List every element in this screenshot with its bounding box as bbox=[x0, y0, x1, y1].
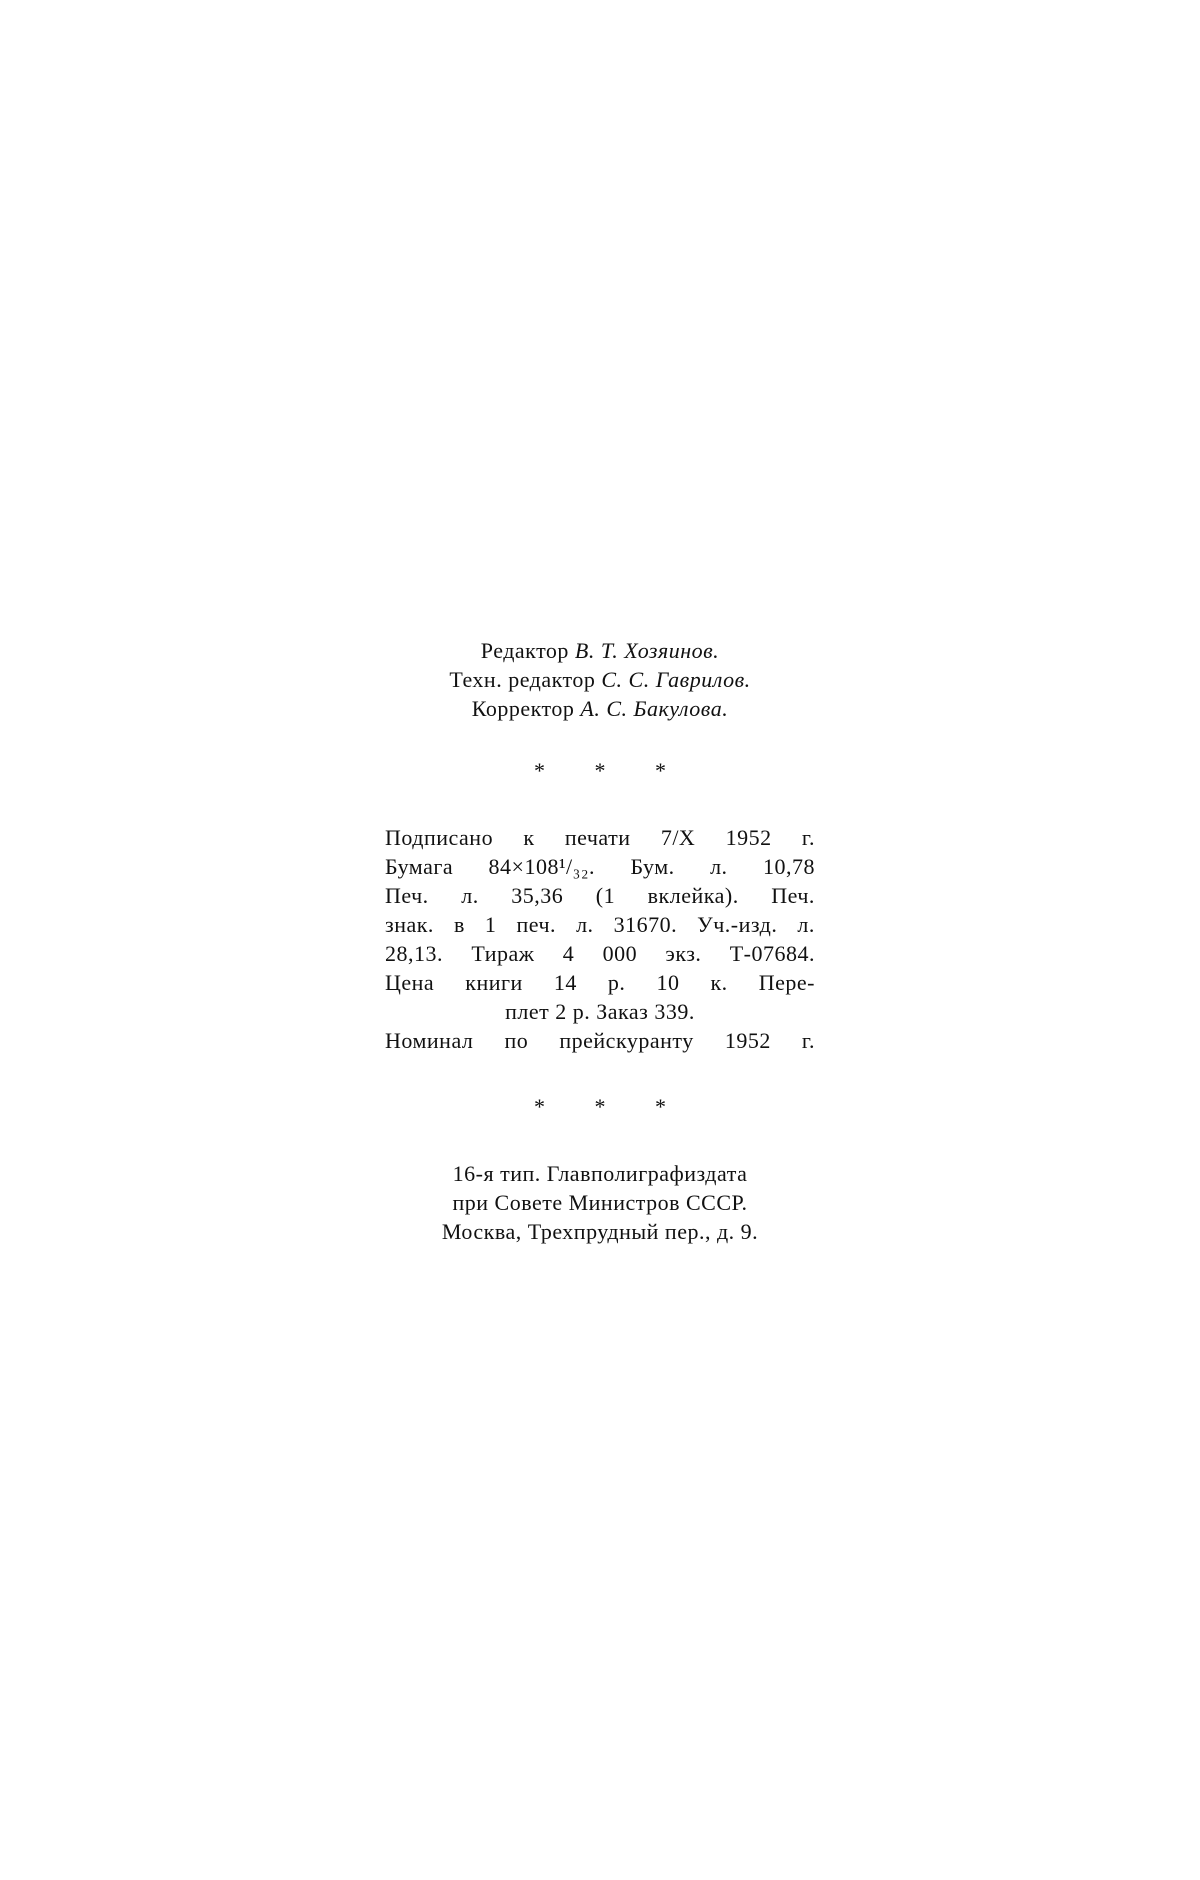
credit-role: Редактор bbox=[480, 638, 569, 663]
imprint-line: 28,13. Тираж 4 000 экз. Т-07684. bbox=[385, 941, 815, 966]
credit-proofreader bbox=[385, 694, 815, 723]
printer-line: при Совете Министров СССР. bbox=[452, 1190, 748, 1215]
printer-line: Москва, Трехпрудный пер., д. 9. bbox=[441, 1219, 759, 1244]
imprint-line: плет 2 р. Заказ 339. bbox=[505, 999, 695, 1024]
credit-name: В. Т. Хозяинов. bbox=[574, 638, 720, 663]
credit-name: С. С. Гаврилов. bbox=[601, 667, 751, 692]
imprint-line: Цена книги 14 р. 10 к. Пере- bbox=[385, 970, 815, 995]
separator-asterisks: * * * bbox=[534, 758, 688, 783]
credit-tech-editor bbox=[385, 665, 815, 694]
separator-asterisks: * * * bbox=[534, 1094, 688, 1119]
credit-name: А. С. Бакулова. bbox=[580, 696, 729, 721]
imprint-line: знак. в 1 печ. л. 31670. Уч.-изд. л. bbox=[385, 912, 815, 937]
imprint-line: Номинал по прейскуранту 1952 г. bbox=[385, 1028, 815, 1053]
credit-role: Техн. редактор bbox=[449, 667, 596, 692]
credit-editor bbox=[385, 636, 815, 665]
credits-block bbox=[385, 636, 815, 723]
printer-block bbox=[385, 1159, 815, 1246]
imprint-line: Подписано к печати 7/X 1952 г. bbox=[385, 825, 815, 850]
printer-line: 16-я тип. Главполиграфиздата bbox=[452, 1161, 748, 1186]
imprint-line: Печ. л. 35,36 (1 вклейка). Печ. bbox=[385, 883, 815, 908]
imprint-line: Бумага 84×108¹/₃₂. Бум. л. 10,78 bbox=[385, 854, 815, 879]
colophon bbox=[385, 636, 815, 1246]
imprint-block bbox=[385, 823, 815, 1055]
credit-role: Корректор bbox=[471, 696, 575, 721]
